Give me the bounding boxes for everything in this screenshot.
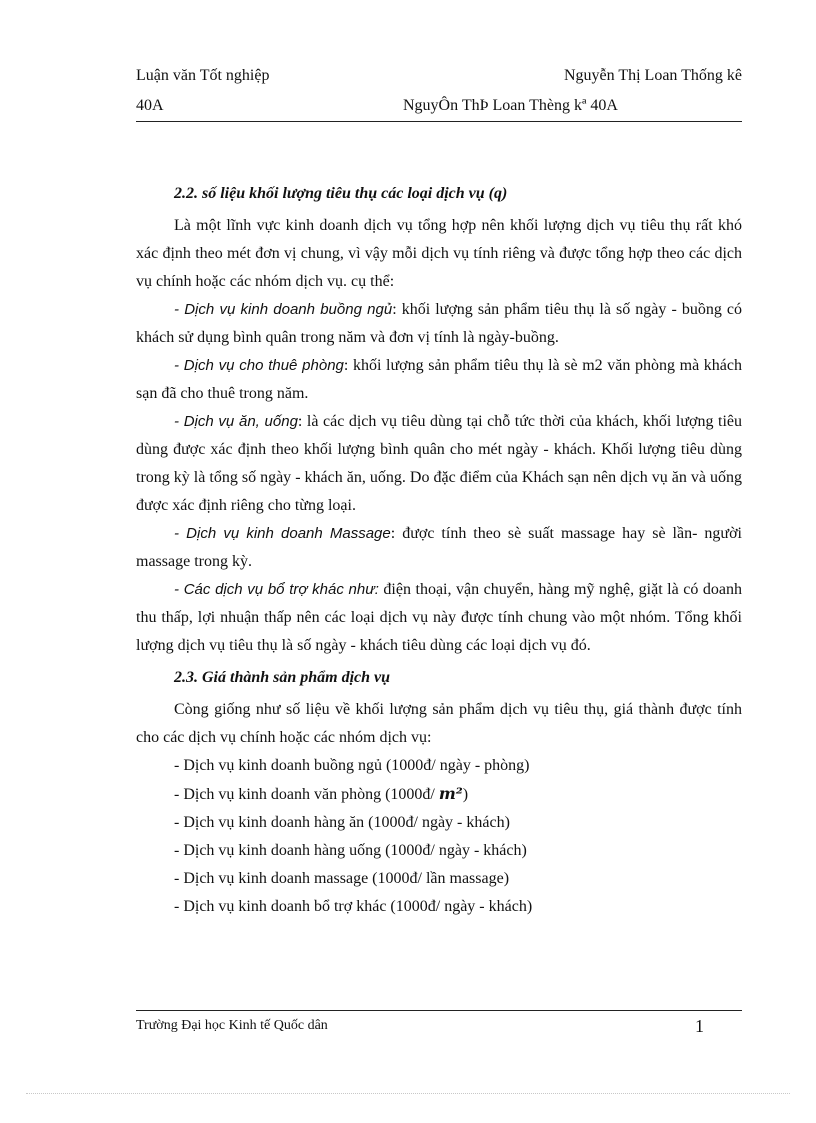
service-term: - Dịch vụ cho thuê phòng [174, 357, 344, 374]
section-heading-2-3: 2.3. Giá thành sản phẩm dịch vụ [174, 669, 391, 686]
service-item-massage: - Dịch vụ kinh doanh Massage: được tính theo sè suất massage hay sè lần- người massage trong kỳ. [136, 525, 743, 570]
running-header [136, 66, 742, 126]
cost-item-food: - Dịch vụ kinh doanh hàng ăn (1000đ/ ngày - khách) [174, 814, 510, 831]
header-class: 40A [136, 97, 164, 114]
cost-item-office: - Dịch vụ kinh doanh văn phòng (1000đ/ m²) [174, 784, 469, 803]
section-2-3-intro: Còng giống như số liệu về khối lượng sản phẩm dịch vụ tiêu thụ, giá thành được tính cho các dịch vụ chính hoặc các nhóm dịch vụ: [136, 701, 742, 746]
cost-item-massage: - Dịch vụ kinh doanh massage (1000đ/ lần massage) [174, 870, 510, 887]
service-term: - Dịch vụ ăn, uống [174, 413, 298, 430]
document-body [136, 176, 742, 921]
page-edge-dotted-line [26, 1093, 790, 1094]
service-term: - Dịch vụ kinh doanh buồng ngủ [174, 301, 393, 318]
footer-divider [136, 1010, 742, 1011]
section-heading-2-2: 2.2. số liệu khối lượng tiêu thụ các loại dịch vụ (q) [174, 185, 508, 202]
square-meter-symbol: m² [438, 784, 463, 803]
header-author-garbled: NguyÔn ThÞ Loan Thèng kª 40A [403, 97, 618, 114]
cost-item-drink: - Dịch vụ kinh doanh hàng uống (1000đ/ ngày - khách) [174, 842, 527, 859]
page-number: 1 [695, 1016, 704, 1036]
service-item-office-rental: - Dịch vụ cho thuê phòng: khối lượng sản phẩm tiêu thụ là sè m2 văn phòng mà khách sạn đã cho thuê trong năm. [136, 357, 742, 402]
cost-item-rooms: - Dịch vụ kinh doanh buồng ngủ (1000đ/ ngày - phòng) [174, 757, 530, 774]
header-thesis-label: Luận văn Tốt nghiệp [136, 67, 270, 84]
service-item-food-drink: - Dịch vụ ăn, uống: là các dịch vụ tiêu dùng tại chỗ tức thời của khách, khối lượng tiêu dùng được xác định theo khối lượng bình quân cho mét ngày - khách. Khối lượng tiêu dùng trong kỳ là tổng số ngày - khách ăn, uống. Do đặc điểm của Khách sạn nên dịch vụ ăn và uống được xác định riêng cho từng loại. [136, 413, 742, 514]
cost-item-other: - Dịch vụ kinh doanh bổ trợ khác (1000đ/ ngày - khách) [174, 898, 533, 915]
service-item-other: - Các dịch vụ bổ trợ khác như: điện thoại, vận chuyển, hàng mỹ nghệ, giặt là có doanh thu thấp, lợi nhuận thấp nên các loại dịch vụ này được tính chung vào một nhóm. Tổng khối lượng dịch vụ tiêu thụ là số ngày - khách tiêu dùng các loại dịch vụ đó. [136, 581, 742, 654]
service-term: - Dịch vụ kinh doanh Massage [174, 525, 391, 542]
section-2-2-intro: Là một lĩnh vực kinh doanh dịch vụ tổng hợp nên khối lượng dịch vụ tiêu thụ rất khó xác định theo mét đơn vị chung, vì vậy mỗi dịch vụ tính riêng và được tổng hợp theo các dịch vụ chính hoặc các nhóm dịch vụ. cụ thể: [136, 217, 742, 290]
running-footer [136, 1016, 742, 1040]
footer-school-name: Trường Đại học Kinh tế Quốc dân [136, 1018, 328, 1033]
service-term: - Các dịch vụ bổ trợ khác như: [174, 581, 379, 598]
header-divider [136, 121, 742, 122]
service-item-rooms: - Dịch vụ kinh doanh buồng ngủ: khối lượng sản phẩm tiêu thụ là số ngày - buồng có khách sử dụng bình quân trong năm và đơn vị tính là ngày-buồng. [136, 301, 743, 346]
header-author: Nguyễn Thị Loan Thống kê [563, 67, 742, 84]
